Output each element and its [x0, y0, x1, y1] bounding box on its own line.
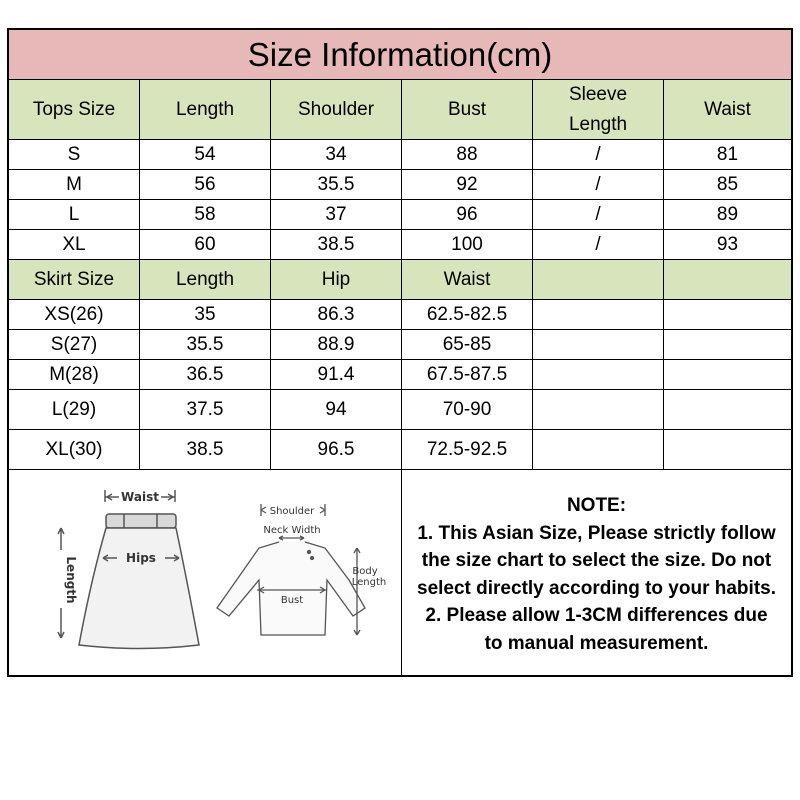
top-shoulder-label: Shoulder — [269, 506, 315, 517]
skirt-table-row — [9, 330, 791, 360]
skirt-table-cell: 72.5-92.5 — [402, 430, 533, 470]
skirt-table-cell: XS(26) — [9, 300, 140, 330]
skirt-header-row — [9, 260, 791, 300]
tops-header-row — [9, 80, 791, 140]
size-chart — [7, 28, 793, 677]
skirt-header-length: Length — [140, 260, 271, 300]
tops-table-cell: / — [533, 170, 664, 200]
skirt-table-cell — [664, 390, 791, 430]
skirt-table-cell — [664, 330, 791, 360]
tops-table-row — [9, 230, 791, 260]
skirt-table-row — [9, 390, 791, 430]
skirt-table-cell: 67.5-87.5 — [402, 360, 533, 390]
note-line: select directly according to your habits. — [417, 577, 776, 599]
note-box — [402, 470, 791, 675]
tops-header-bust: Bust — [402, 80, 533, 140]
skirt-table-cell — [664, 430, 791, 470]
skirt-header-waist: Waist — [402, 260, 533, 300]
bottom-section — [9, 470, 791, 675]
tops-table-cell: 88 — [402, 140, 533, 170]
sleeve-header-line: Length — [568, 113, 628, 135]
tops-table-cell: 58 — [140, 200, 271, 230]
top-neck-width-label: Neck Width — [263, 525, 321, 536]
skirt-table-cell — [533, 390, 664, 430]
skirt-table-cell: 65-85 — [402, 330, 533, 360]
skirt-table-cell — [533, 430, 664, 470]
tops-table-cell: / — [533, 230, 664, 260]
skirt-table-cell: 62.5-82.5 — [402, 300, 533, 330]
skirt-header-size: Skirt Size — [9, 260, 140, 300]
skirt-table-row — [9, 360, 791, 390]
tops-table-cell: S — [9, 140, 140, 170]
measurement-illustration — [9, 470, 401, 675]
skirt-table-cell — [533, 330, 664, 360]
note-line: to manual measurement. — [484, 632, 709, 654]
top-bust-label: Bust — [280, 595, 304, 606]
tops-table-cell: 81 — [664, 140, 791, 170]
skirt-table-cell — [533, 300, 664, 330]
skirt-table-cell: 91.4 — [271, 360, 402, 390]
skirt-length-label: Length — [64, 556, 78, 604]
skirt-diagram — [58, 490, 199, 649]
top-body-length-label: Body — [352, 566, 378, 577]
skirt-header-empty — [533, 260, 664, 300]
skirt-table-cell: M(28) — [9, 360, 140, 390]
skirt-hips-label: Hips — [126, 551, 156, 565]
tops-header-shoulder: Shoulder — [271, 80, 402, 140]
note-title: NOTE: — [566, 495, 627, 516]
tops-table-row — [9, 170, 791, 200]
tops-table-cell: 35.5 — [271, 170, 402, 200]
tops-table-cell: 96 — [402, 200, 533, 230]
tops-table-cell: 37 — [271, 200, 402, 230]
note-line: 2. Please allow 1-3CM differences due — [425, 605, 768, 626]
skirt-table-cell: 86.3 — [271, 300, 402, 330]
skirt-table-cell: 96.5 — [271, 430, 402, 470]
skirt-table-cell: 35.5 — [140, 330, 271, 360]
skirt-table-cell — [664, 360, 791, 390]
skirt-table-cell: 38.5 — [140, 430, 271, 470]
tops-table-row — [9, 140, 791, 170]
tops-table-cell: L — [9, 200, 140, 230]
note-line: 1. This Asian Size, Please strictly follow — [417, 522, 776, 544]
tops-table-cell: / — [533, 140, 664, 170]
tops-header-length: Length — [140, 80, 271, 140]
tops-table-cell: 56 — [140, 170, 271, 200]
tops-header-sleeve-length — [533, 80, 664, 140]
skirt-waist-label: Waist — [121, 490, 159, 504]
tops-header-waist: Waist — [664, 80, 791, 140]
skirt-table-cell: 36.5 — [140, 360, 271, 390]
tops-table-cell: 38.5 — [271, 230, 402, 260]
tops-table-cell: M — [9, 170, 140, 200]
skirt-table-row — [9, 300, 791, 330]
measurement-diagrams — [9, 470, 402, 675]
skirt-table-cell: XL(30) — [9, 430, 140, 470]
top-diagram — [217, 504, 365, 635]
tops-table-cell: 93 — [664, 230, 791, 260]
tops-table-cell: 34 — [271, 140, 402, 170]
chart-title: Size Information(cm) — [9, 30, 791, 80]
skirt-header-hip: Hip — [271, 260, 402, 300]
skirt-table-cell: 35 — [140, 300, 271, 330]
tops-table-cell: 60 — [140, 230, 271, 260]
skirt-table-cell: 88.9 — [271, 330, 402, 360]
tops-header-size: Tops Size — [9, 80, 140, 140]
tops-table-row — [9, 200, 791, 230]
skirt-table-cell — [664, 300, 791, 330]
top-body-length-label: Length — [351, 577, 387, 588]
tops-table-cell: XL — [9, 230, 140, 260]
tops-table-cell: / — [533, 200, 664, 230]
tops-table-cell: 100 — [402, 230, 533, 260]
skirt-table-cell: 70-90 — [402, 390, 533, 430]
tops-table-cell: 54 — [140, 140, 271, 170]
tops-table-cell: 89 — [664, 200, 791, 230]
skirt-table-cell — [533, 360, 664, 390]
tops-table-cell: 92 — [402, 170, 533, 200]
skirt-table-cell: S(27) — [9, 330, 140, 360]
skirt-header-empty — [664, 260, 791, 300]
skirt-table-row — [9, 430, 791, 470]
skirt-table-cell: 37.5 — [140, 390, 271, 430]
sleeve-header-line: Sleeve — [568, 83, 628, 105]
skirt-table-cell: 94 — [271, 390, 402, 430]
note-line: the size chart to select the size. Do not — [421, 550, 772, 571]
tops-table-cell: 85 — [664, 170, 791, 200]
skirt-table-cell: L(29) — [9, 390, 140, 430]
